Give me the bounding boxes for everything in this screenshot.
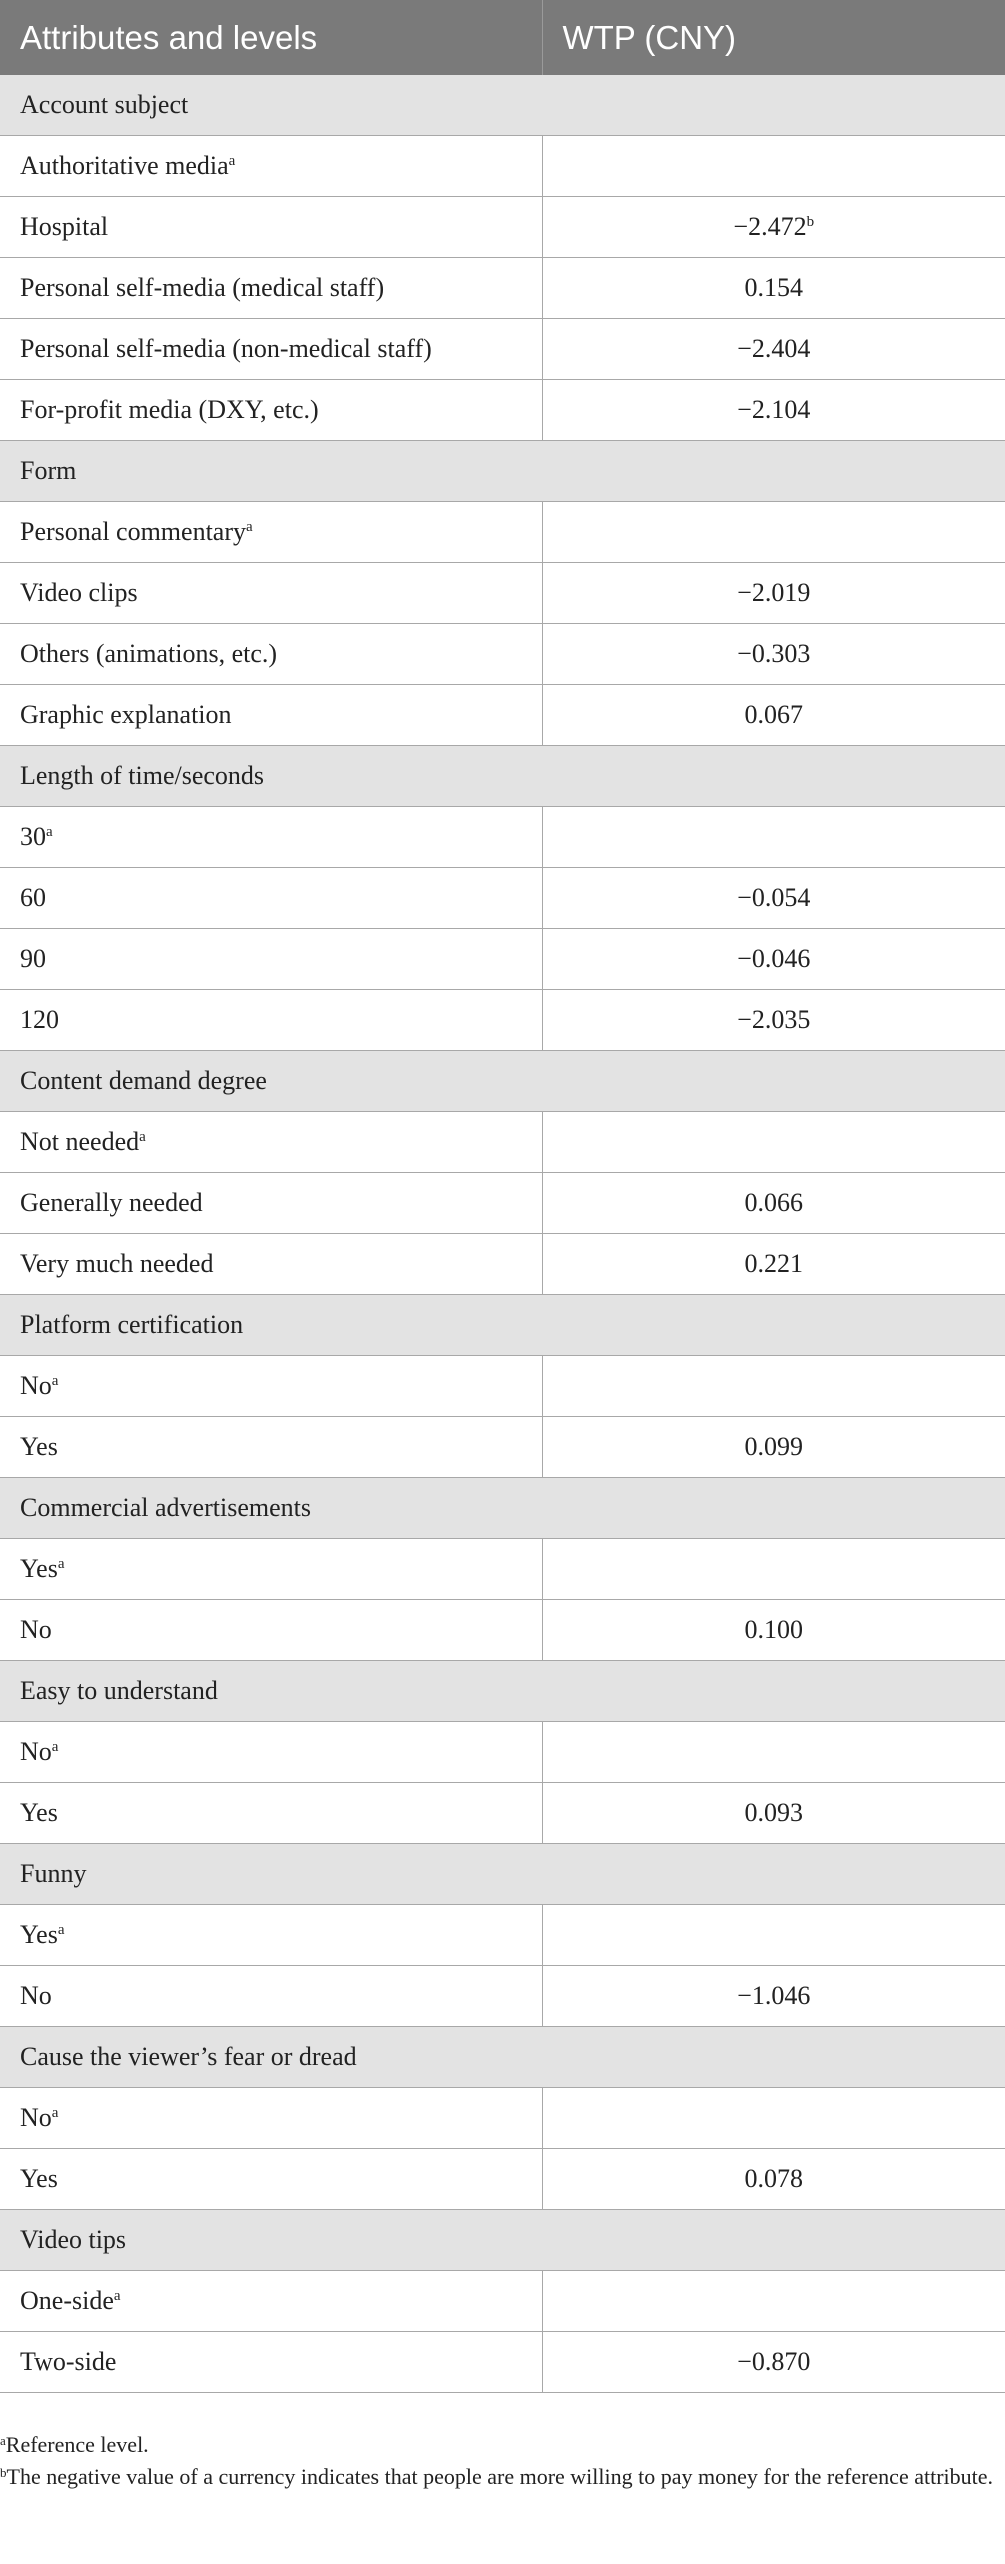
wtp-value (542, 807, 1005, 868)
level-label: 30$^a$ (0, 807, 542, 868)
table-row (0, 685, 1005, 746)
level-label: For-profit media (DXY, etc.) (0, 380, 542, 441)
group-label: Cause the viewer’s fear or dread (0, 2027, 1005, 2088)
wtp-value (542, 1356, 1005, 1417)
group-row (0, 2027, 1005, 2088)
table-row (0, 990, 1005, 1051)
group-label: Length of time/seconds (0, 746, 1005, 807)
table-row (0, 1234, 1005, 1295)
wtp-value: 0.078 (542, 2149, 1005, 2210)
table-row (0, 380, 1005, 441)
table-row (0, 1783, 1005, 1844)
level-label: Two-side (0, 2332, 542, 2393)
table-header-row (0, 0, 1005, 75)
wtp-value (542, 2088, 1005, 2149)
level-label: No$^a$ (0, 1722, 542, 1783)
wtp-value: 0.099 (542, 1417, 1005, 1478)
level-label: Yes (0, 1783, 542, 1844)
reference-mark: a (46, 824, 53, 840)
group-label: Form (0, 441, 1005, 502)
table-row (0, 929, 1005, 990)
table-row (0, 2088, 1005, 2149)
table-row (0, 1173, 1005, 1234)
level-label: No (0, 1966, 542, 2027)
level-label: One-side$^a$ (0, 2271, 542, 2332)
table-row (0, 1600, 1005, 1661)
wtp-value: 0.100 (542, 1600, 1005, 1661)
table-row (0, 136, 1005, 197)
table-row (0, 502, 1005, 563)
reference-mark: a (57, 1556, 65, 1572)
table-row (0, 868, 1005, 929)
wtp-value: −0.046 (542, 929, 1005, 990)
header-wtp: WTP (CNY) (542, 0, 1005, 75)
wtp-value: −0.870 (542, 2332, 1005, 2393)
table-row (0, 1905, 1005, 1966)
wtp-value (542, 1112, 1005, 1173)
table-row (0, 1356, 1005, 1417)
table-row (0, 1112, 1005, 1173)
wtp-value: −1.046 (542, 1966, 1005, 2027)
wtp-value: 0.067 (542, 685, 1005, 746)
wtp-value (542, 1539, 1005, 1600)
table-row (0, 2149, 1005, 2210)
group-row (0, 1478, 1005, 1539)
level-label: No$^a$ (0, 1356, 542, 1417)
table-row (0, 1722, 1005, 1783)
group-row (0, 2210, 1005, 2271)
reference-mark: a (57, 1922, 65, 1938)
level-label: Video clips (0, 563, 542, 624)
wtp-value: 0.066 (542, 1173, 1005, 1234)
reference-mark: a (51, 1373, 59, 1389)
table-row (0, 624, 1005, 685)
table-row (0, 2271, 1005, 2332)
wtp-value (542, 1905, 1005, 1966)
wtp-value: 0.154 (542, 258, 1005, 319)
wtp-value (542, 136, 1005, 197)
level-label: Personal self-media (medical staff) (0, 258, 542, 319)
wtp-value: −2.035 (542, 990, 1005, 1051)
footnote-b: $^b$The negative value of a currency indicates that people are more willing to pay money for the reference attribute. (0, 2464, 994, 2489)
level-label: No (0, 1600, 542, 1661)
group-row (0, 1661, 1005, 1722)
header-attributes: Attributes and levels (0, 0, 542, 75)
reference-mark: a (139, 1129, 146, 1145)
table-row (0, 319, 1005, 380)
group-row (0, 746, 1005, 807)
wtp-value: −0.303 (542, 624, 1005, 685)
level-label: Yes$^a$ (0, 1539, 542, 1600)
level-label: Yes (0, 2149, 542, 2210)
group-row (0, 1295, 1005, 1356)
footnotes (0, 2393, 1005, 2493)
group-label: Account subject (0, 75, 1005, 136)
wtp-value: −2.019 (542, 563, 1005, 624)
group-row (0, 1051, 1005, 1112)
level-label: Not needed$^a$ (0, 1112, 542, 1173)
group-label: Content demand degree (0, 1051, 1005, 1112)
table-row (0, 1966, 1005, 2027)
reference-mark: a (246, 519, 253, 535)
table-row (0, 2332, 1005, 2393)
table-row (0, 258, 1005, 319)
wtp-value: −2.104 (542, 380, 1005, 441)
group-row (0, 1844, 1005, 1905)
group-label: Video tips (0, 2210, 1005, 2271)
wtp-value: −0.054 (542, 868, 1005, 929)
level-label: Yes (0, 1417, 542, 1478)
table-row (0, 563, 1005, 624)
level-label: Personal self-media (non-medical staff) (0, 319, 542, 380)
wtp-value: −2.404 (542, 319, 1005, 380)
wtp-value (542, 1722, 1005, 1783)
footnote-a: $^a$Reference level. (0, 2432, 149, 2457)
group-row (0, 441, 1005, 502)
level-label: Hospital (0, 197, 542, 258)
level-label: Graphic explanation (0, 685, 542, 746)
level-label: Generally needed (0, 1173, 542, 1234)
level-label: Authoritative media$^a$ (0, 136, 542, 197)
group-label: Platform certification (0, 1295, 1005, 1356)
level-label: Personal commentary$^a$ (0, 502, 542, 563)
wtp-value (542, 2271, 1005, 2332)
footnote-mark: b (806, 214, 815, 230)
level-label: 120 (0, 990, 542, 1051)
group-label: Funny (0, 1844, 1005, 1905)
table-row (0, 807, 1005, 868)
level-label: Yes$^a$ (0, 1905, 542, 1966)
reference-mark: a (51, 1739, 59, 1755)
table-row (0, 1417, 1005, 1478)
reference-mark: a (51, 2105, 59, 2121)
table-row (0, 197, 1005, 258)
table-row (0, 1539, 1005, 1600)
wtp-value: −2.472$^b$ (542, 197, 1005, 258)
reference-mark: a (113, 2288, 121, 2304)
level-label: 90 (0, 929, 542, 990)
group-row (0, 75, 1005, 136)
level-label: No$^a$ (0, 2088, 542, 2149)
wtp-value: 0.093 (542, 1783, 1005, 1844)
wtp-value (542, 502, 1005, 563)
level-label: 60 (0, 868, 542, 929)
table-body (0, 75, 1005, 2393)
level-label: Very much needed (0, 1234, 542, 1295)
level-label: Others (animations, etc.) (0, 624, 542, 685)
group-label: Easy to understand (0, 1661, 1005, 1722)
reference-mark: a (228, 153, 236, 169)
wtp-value: 0.221 (542, 1234, 1005, 1295)
group-label: Commercial advertisements (0, 1478, 1005, 1539)
